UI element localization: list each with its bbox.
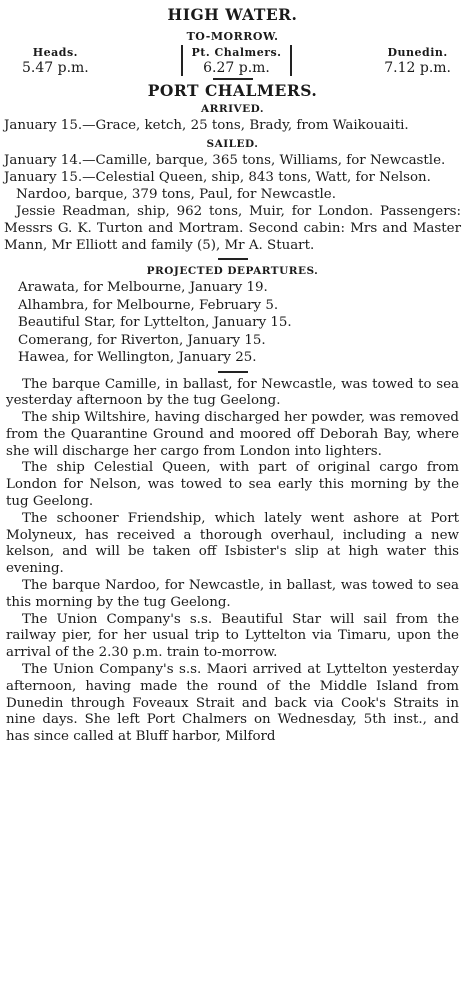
tide-place: Pt. Chalmers. xyxy=(191,46,282,59)
tide-time: 6.27 p.m. xyxy=(203,60,270,76)
arrival-entry: January 15.—Grace, ketch, 25 tons, Brady, from Waikouaiti. xyxy=(4,118,409,133)
tide-table xyxy=(22,45,451,76)
departure-entry: Beautiful Star, for Lyttelton, January 15. xyxy=(18,315,292,330)
newspaper-column xyxy=(0,6,465,981)
departure-entry: Arawata, for Melbourne, January 19. xyxy=(18,280,268,295)
section-divider xyxy=(218,371,248,373)
sailing-entry: January 14.—Camille, barque, 365 tons, Williams, for Newcastle. xyxy=(4,153,446,168)
news-paragraph: The ship Celestial Queen, with part of original cargo from London for Nelson, was towed to sea early this morning by the tug Geelong. xyxy=(6,460,459,510)
tide-place: Heads. xyxy=(32,46,78,59)
news-paragraph: The barque Camille, in ballast, for Newcastle, was towed to sea yesterday afternoon by the tug Geelong. xyxy=(6,376,459,409)
tide-heads xyxy=(22,45,89,76)
sailing-entry: Nardoo, barque, 379 tons, Paul, for Newcastle. xyxy=(16,187,336,202)
section-divider xyxy=(213,78,253,80)
sailing-entry: Jessie Readman, ship, 962 tons, Muir, for London. Passengers: Messrs G. K. Turton and Mortram. Second cabin: Mrs and Master Mann, Mr Elliott and family (5), Mr A. Stuart. xyxy=(4,204,461,253)
news-paragraph: The Union Company's s.s. Beautiful Star will sail from the railway pier, for her usual trip to Lyttelton via Timaru, upon the arrival of the 2.30 p.m. train to-morrow. xyxy=(6,611,459,661)
tide-time: 7.12 p.m. xyxy=(384,60,451,76)
tide-place: Dunedin. xyxy=(387,46,448,59)
tide-time: 5.47 p.m. xyxy=(22,60,89,76)
departure-entry: Hawea, for Wellington, January 25. xyxy=(18,350,257,365)
high-water-title: HIGH WATER. xyxy=(167,5,298,24)
high-water-subtitle: TO-MORROW. xyxy=(186,30,279,43)
sailing-entry: January 15.—Celestial Queen, ship, 843 tons, Watt, for Nelson. xyxy=(4,170,431,185)
news-paragraph: The barque Nardoo, for Newcastle, in ballast, was towed to sea this morning by the tug Geelong. xyxy=(6,578,459,610)
arrived-heading: ARRIVED. xyxy=(200,103,265,115)
news-paragraph: The Union Company's s.s. Maori arrived at Lyttelton yesterday afternoon, having made the round of the Middle Island from Dunedin through Foveaux Strait and back via Cook's Straits in nine days. She left Port Chalmers on Wednesday, 5th inst., and has since called at Bluff harbor, Milford xyxy=(6,662,459,745)
departure-entry: Alhambra, for Melbourne, February 5. xyxy=(18,297,279,313)
news-paragraph: The ship Wiltshire, having discharged her powder, was removed from the Quarantine Ground and moored off Deborah Bay, where she will discharge her cargo from London into lighters. xyxy=(6,410,459,459)
news-paragraph: The schooner Friendship, which lately went ashore at Port Molyneux, has received a thorough overhaul, including a new kelson, and will be taken off Isbister's slip at high water this evening. xyxy=(6,510,459,577)
port-chalmers-title: PORT CHALMERS. xyxy=(147,81,318,100)
tide-port-chalmers xyxy=(181,45,291,76)
section-divider xyxy=(218,258,248,260)
departures-heading: PROJECTED DEPARTURES. xyxy=(146,265,319,277)
sailed-heading: SAILED. xyxy=(206,138,259,150)
tide-dunedin xyxy=(384,45,451,76)
departure-entry: Comerang, for Riverton, January 15. xyxy=(18,332,266,348)
